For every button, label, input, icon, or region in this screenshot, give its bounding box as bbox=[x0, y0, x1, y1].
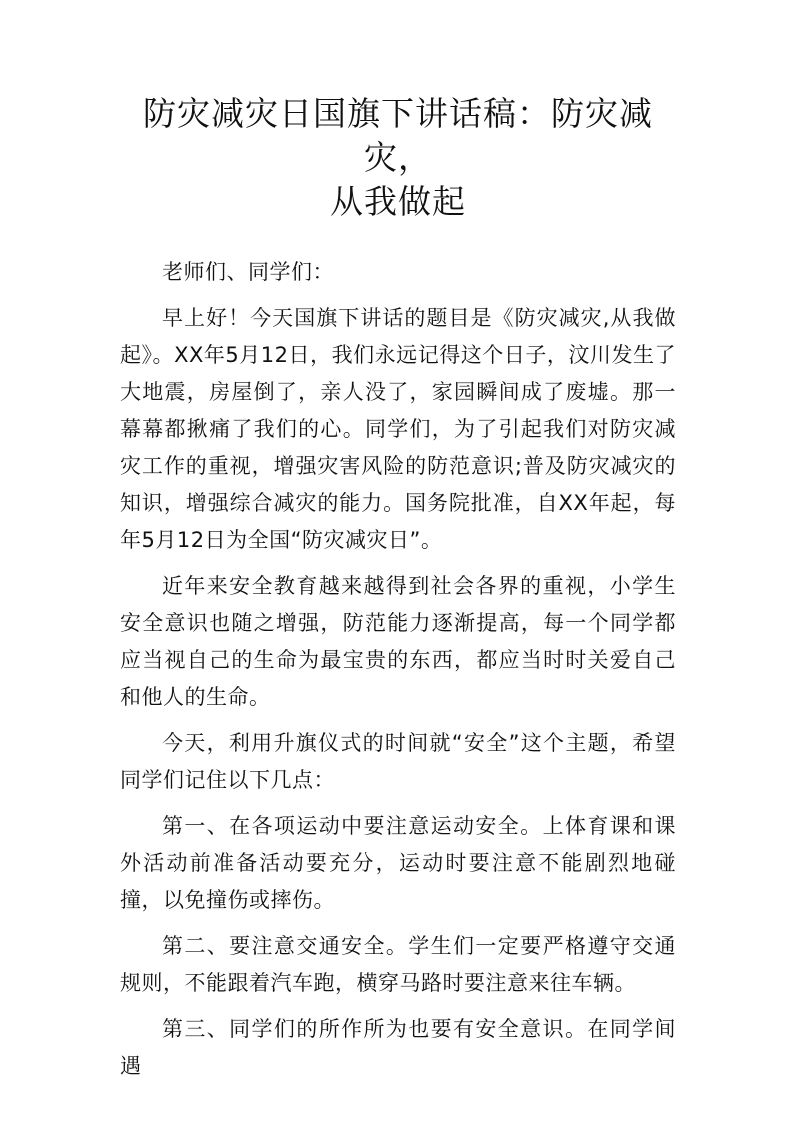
document-title bbox=[120, 92, 676, 224]
paragraph-safety-education: 近年来安全教育越来越得到社会各界的重视，小学生安全意识也随之增强，防范能力逐渐提高，每一个同学都应当视自己的生命为最宝贵的东西，都应当时时关爱自己和他人的生命。 bbox=[120, 574, 676, 709]
paragraph-point-2: 第二、要注意交通安全。学生们一定要严格遵守交通规则，不能跟着汽车跑，横穿马路时要注意来往车辆。 bbox=[120, 934, 676, 995]
document-body bbox=[120, 254, 676, 1085]
title-line-2: 从我做起 bbox=[330, 182, 466, 221]
paragraph-point-3: 第三、同学们的所作所为也要有安全意识。在同学间遇 bbox=[120, 1017, 676, 1078]
paragraph-theme: 今天，利用升旗仪式的时间就“安全”这个主题，希望同学们记住以下几点： bbox=[120, 731, 676, 792]
title-line-1: 防灾减灾日国旗下讲话稿：防灾减灾， bbox=[143, 94, 653, 177]
paragraph-point-1: 第一、在各项运动中要注意运动安全。上体育课和课外活动前准备活动要充分，运动时要注意不能剧烈地碰撞，以免撞伤或摔伤。 bbox=[120, 814, 676, 912]
paragraph-intro: 早上好！今天国旗下讲话的题目是《防灾减灾,从我做起》。XX年5月12日，我们永远记得这个日子，汶川发生了大地震，房屋倒了，亲人没了，家园瞬间成了废墟。那一幕幕都揪痛了我们的心。同学们，为了引起我们对防灾减灾工作的重视，增强灾害风险的防范意识;普及防灾减灾的知识，增强综合减灾的能力。国务院批准，自XX年起，每年5月12日为全国“防灾减灾日”。 bbox=[120, 306, 676, 552]
salutation: 老师们、同学们： bbox=[162, 260, 334, 284]
